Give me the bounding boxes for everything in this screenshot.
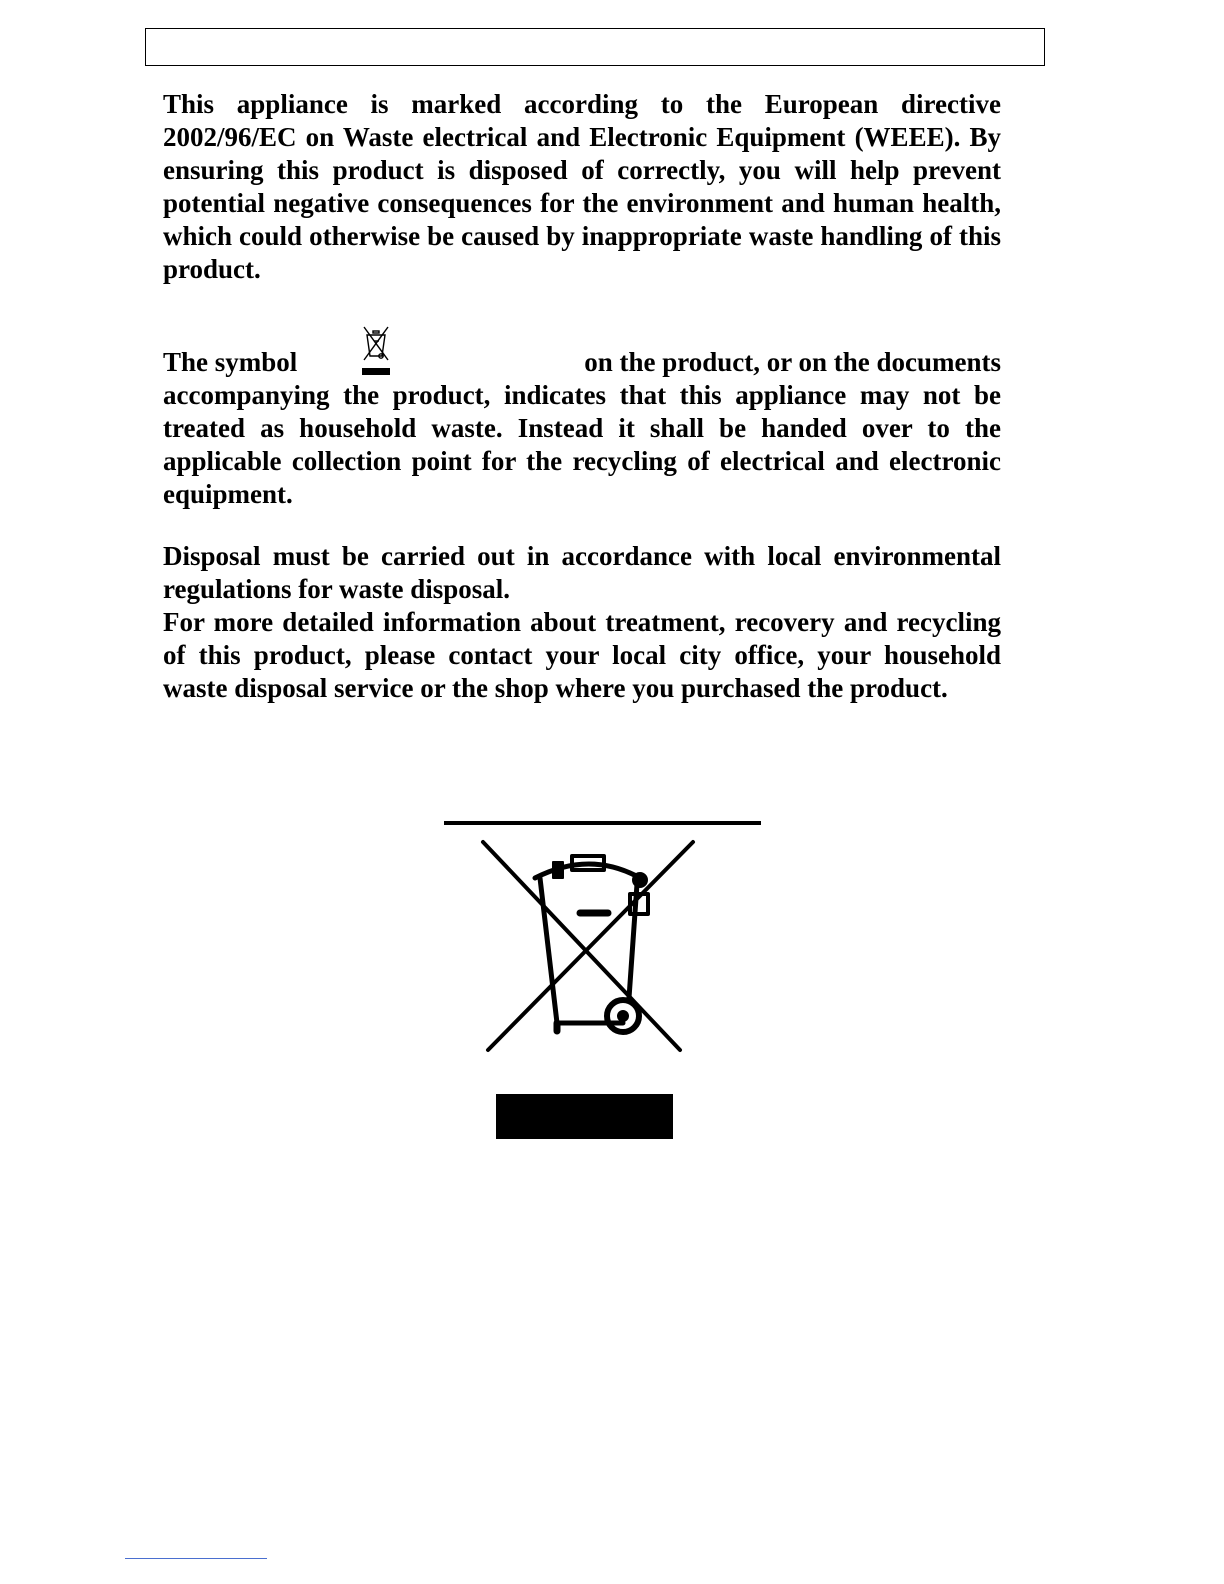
paragraph-symbol-meaning: accompanying the product, indicates that this appliance may not be treated as household waste. Instead it shall be handed over to the applicable collection point for the recycling of electrical and electronic equipment. [163, 380, 1001, 509]
symbol-sentence-line [163, 323, 1001, 379]
spacer [163, 511, 1001, 540]
symbol-sentence-end: on the product, or on the documents [584, 347, 1001, 377]
weee-crossed-bin-icon [357, 325, 395, 379]
paragraph-weee-directive: This appliance is marked according to the European directive 2002/96/EC on Waste electrical and Electronic Equipment (WEEE). By ensuring this product is disposed of correctly, you will help prevent potential negative consequences for the environment and human health, which could otherwise be caused by inappropriate waste handling of this product. [163, 89, 1001, 284]
weee-crossed-bin-icon [440, 818, 764, 1144]
header-box [145, 28, 1045, 66]
paragraph-more-information: For more detailed information about treatment, recovery and recycling of this product, please contact your local city office, your household waste disposal service or the shop where you purchased the product. [163, 607, 1001, 703]
paragraph-local-regulations: Disposal must be carried out in accordance with local environmental regulations for waste disposal. [163, 541, 1001, 604]
spacer [163, 286, 1001, 323]
symbol-sentence-start: The symbol [163, 347, 298, 377]
footer-rule [125, 1558, 267, 1559]
document-body [163, 88, 1001, 705]
